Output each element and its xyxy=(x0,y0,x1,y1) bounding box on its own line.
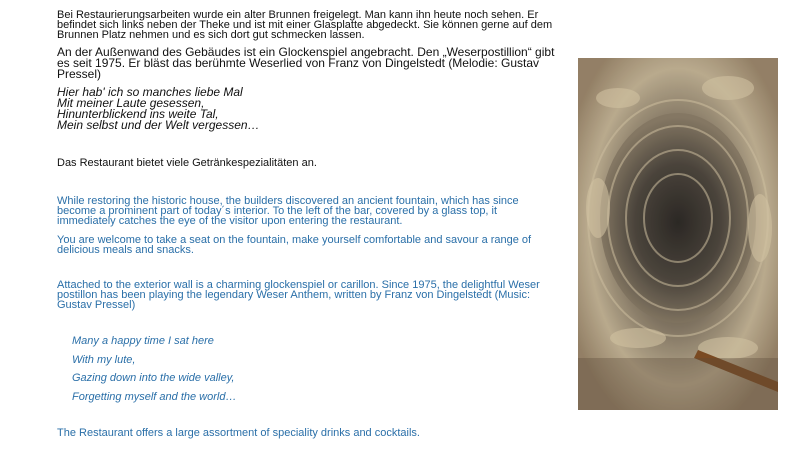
german-poem-line: Mein selbst und der Welt vergessen… xyxy=(57,118,260,132)
english-poem-line: Many a happy time I sat here xyxy=(72,335,214,347)
german-paragraph-glockenspiel: An der Außenwand des Gebäudes ist ein Glockenspiel angebracht. Den „Weserpostillion“ gibt es seit 1975. Er bläst das berühmte Weserlied von Franz von Dingelstedt (Melodie: Gustav Pressel) xyxy=(57,45,555,81)
german-poem-line: Mit meiner Laute gesessen, xyxy=(57,96,205,110)
english-paragraph-fountain: While restoring the historic house, the builders discovered an ancient fountain, which has since become a prominent part of today´s interior. To the left of the bar, covered by a glass top, it immediately catches the eye of the visitor upon entering the restaurant. xyxy=(57,195,519,227)
german-paragraph-drinks: Das Restaurant bietet viele Getränkespezialitäten an. xyxy=(57,157,317,169)
german-paragraph-fountain: Bei Restaurierungsarbeiten wurde ein alter Brunnen freigelegt. Man kann ihn heute noch sehen. Er befindet sich links neben der Theke und ist mit einer Glasplatte abgedeckt. Sie können gerne auf dem Brunnen Platz nehmen und es sich dort gut schmecken lassen. xyxy=(57,9,553,41)
english-poem-line: With my lute, xyxy=(72,353,136,366)
german-poem-line: Hinunterblickend ins weite Tal, xyxy=(57,107,219,121)
german-text-block xyxy=(57,10,557,169)
english-poem-line: Forgetting myself and the world… xyxy=(72,390,237,403)
english-paragraph-drinks: The Restaurant offers a large assortment of speciality drinks and cocktails. xyxy=(57,427,420,439)
german-poem-line: Hier hab' ich so manches liebe Mal xyxy=(57,85,243,99)
english-poem xyxy=(72,335,236,409)
german-poem xyxy=(57,87,557,131)
well-photo-illustration xyxy=(578,58,778,410)
english-paragraph-seat: You are welcome to take a seat on the fountain, make yourself comfortable and savour a range of delicious meals and snacks. xyxy=(57,234,532,256)
english-poem-line: Gazing down into the wide valley, xyxy=(72,372,235,384)
well-photo xyxy=(578,58,778,410)
english-paragraph-glockenspiel: Attached to the exterior wall is a charming glockenspiel or carillon. Since 1975, the delightful Weser postillon has been playing the legendary Weser Anthem, written by Franz von Dingelstedt (Music: Gustav Pressel) xyxy=(57,279,540,311)
